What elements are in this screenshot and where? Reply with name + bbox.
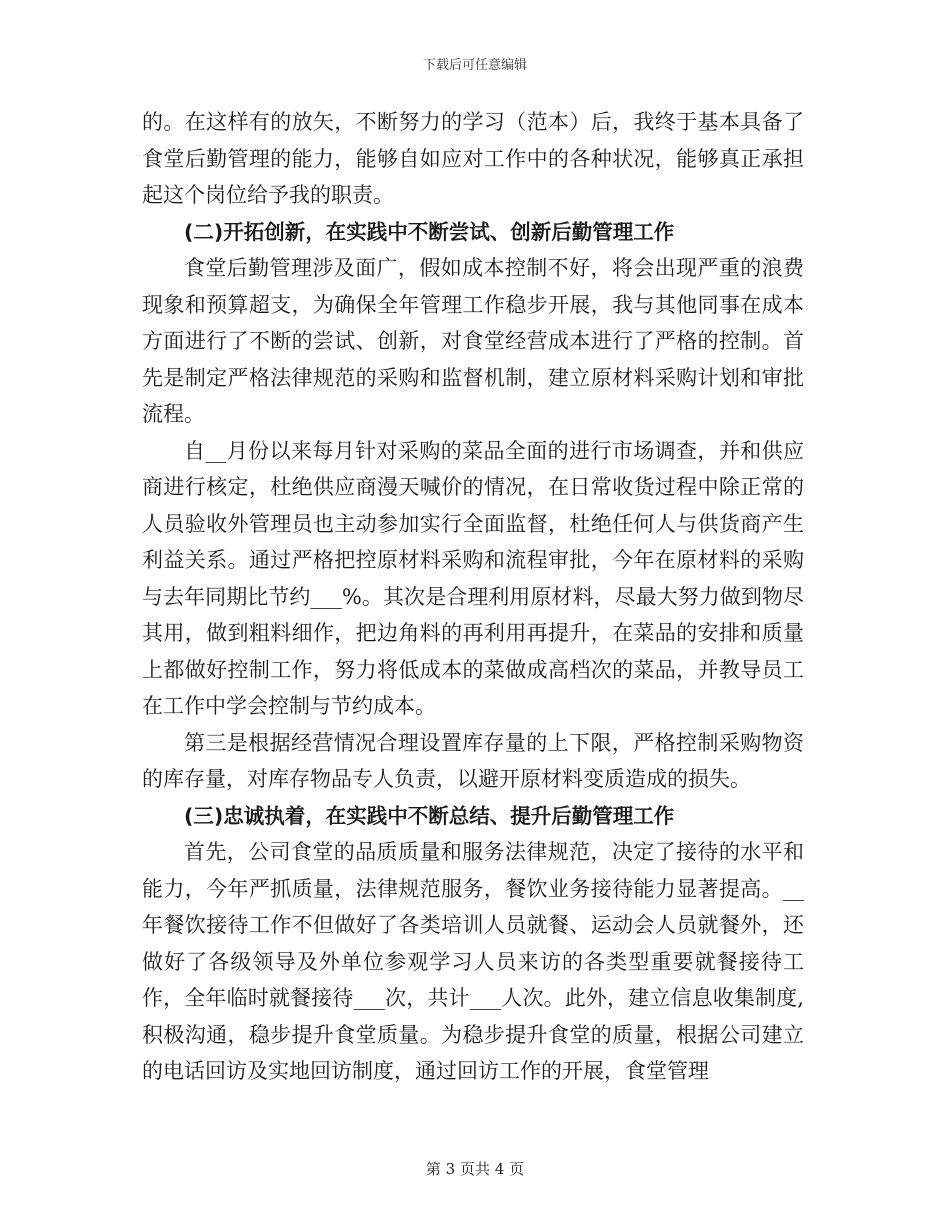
page-header: 下载后可任意编辑 bbox=[422, 58, 527, 73]
paragraph-4: 第三是根据经营情况合理设置库存量的上下限，严格控制采购物资的库存量，对库存物品专人负责，以避开原材料变质造成的损失。 bbox=[142, 730, 804, 791]
document-body bbox=[142, 104, 804, 1090]
section-heading-2: (二)开拓创新，在实践中不断尝试、创新后勤管理工作 bbox=[184, 219, 675, 244]
paragraph-1: 的。在这样有的放矢，不断努力的学习（范本）后，我终于基本具备了食堂后勤管理的能力，能够自如应对工作中的各种状况，能够真正承担起这个岗位给予我的职责。 bbox=[142, 110, 804, 207]
paragraph-3: 自__月份以来每月针对采购的菜品全面的进行市场调查，并和供应商进行核定，杜绝供应商漫天喊价的情况，在日常收货过程中除正常的人员验收外管理员也主动参加实行全面监督，杜绝任何人与供货商产生利益关系。通过严格把控原材料采购和流程审批，今年在原材料的采购与去年同期比节约___%。其次是合理利用原材料，尽最大努力做到物尽其用，做到粗料细作，把边角料的再利用再提升，在菜品的安排和质量上都做好控制工作，努力将低成本的菜做成高档次的菜品，并教导员工在工作中学会控制与节约成本。 bbox=[142, 438, 804, 718]
paragraph-2: 食堂后勤管理涉及面广，假如成本控制不好，将会出现严重的浪费现象和预算超支，为确保全年管理工作稳步开展，我与其他同事在成本方面进行了不断的尝试、创新，对食堂经营成本进行了严格的控制。首先是制定严格法律规范的采购和监督机制，建立原材料采购计划和审批流程。 bbox=[142, 256, 804, 426]
paragraph-5: 首先，公司食堂的品质质量和服务法律规范，决定了接待的水平和能力，今年严抓质量，法律规范服务，餐饮业务接待能力显著提高。__年餐饮接待工作不但做好了各类培训人员就餐、运动会人员就餐外，还做好了各级领导及外单位参观学习人员来访的各类型重要就餐接待工作，全年临时就餐接待___次，共计___人次。此外，建立信息收集制度,积极沟通，稳步提升食堂质量。为稳步提升食堂的质量，根据公司建立的电话回访及实地回访制度，通过回访工作的开展，食堂管理 bbox=[142, 840, 804, 1083]
section-heading-3: (三)忠诚执着，在实践中不断总结、提升后勤管理工作 bbox=[184, 803, 675, 828]
page-footer: 第 3 页共 4 页 bbox=[425, 1160, 525, 1178]
